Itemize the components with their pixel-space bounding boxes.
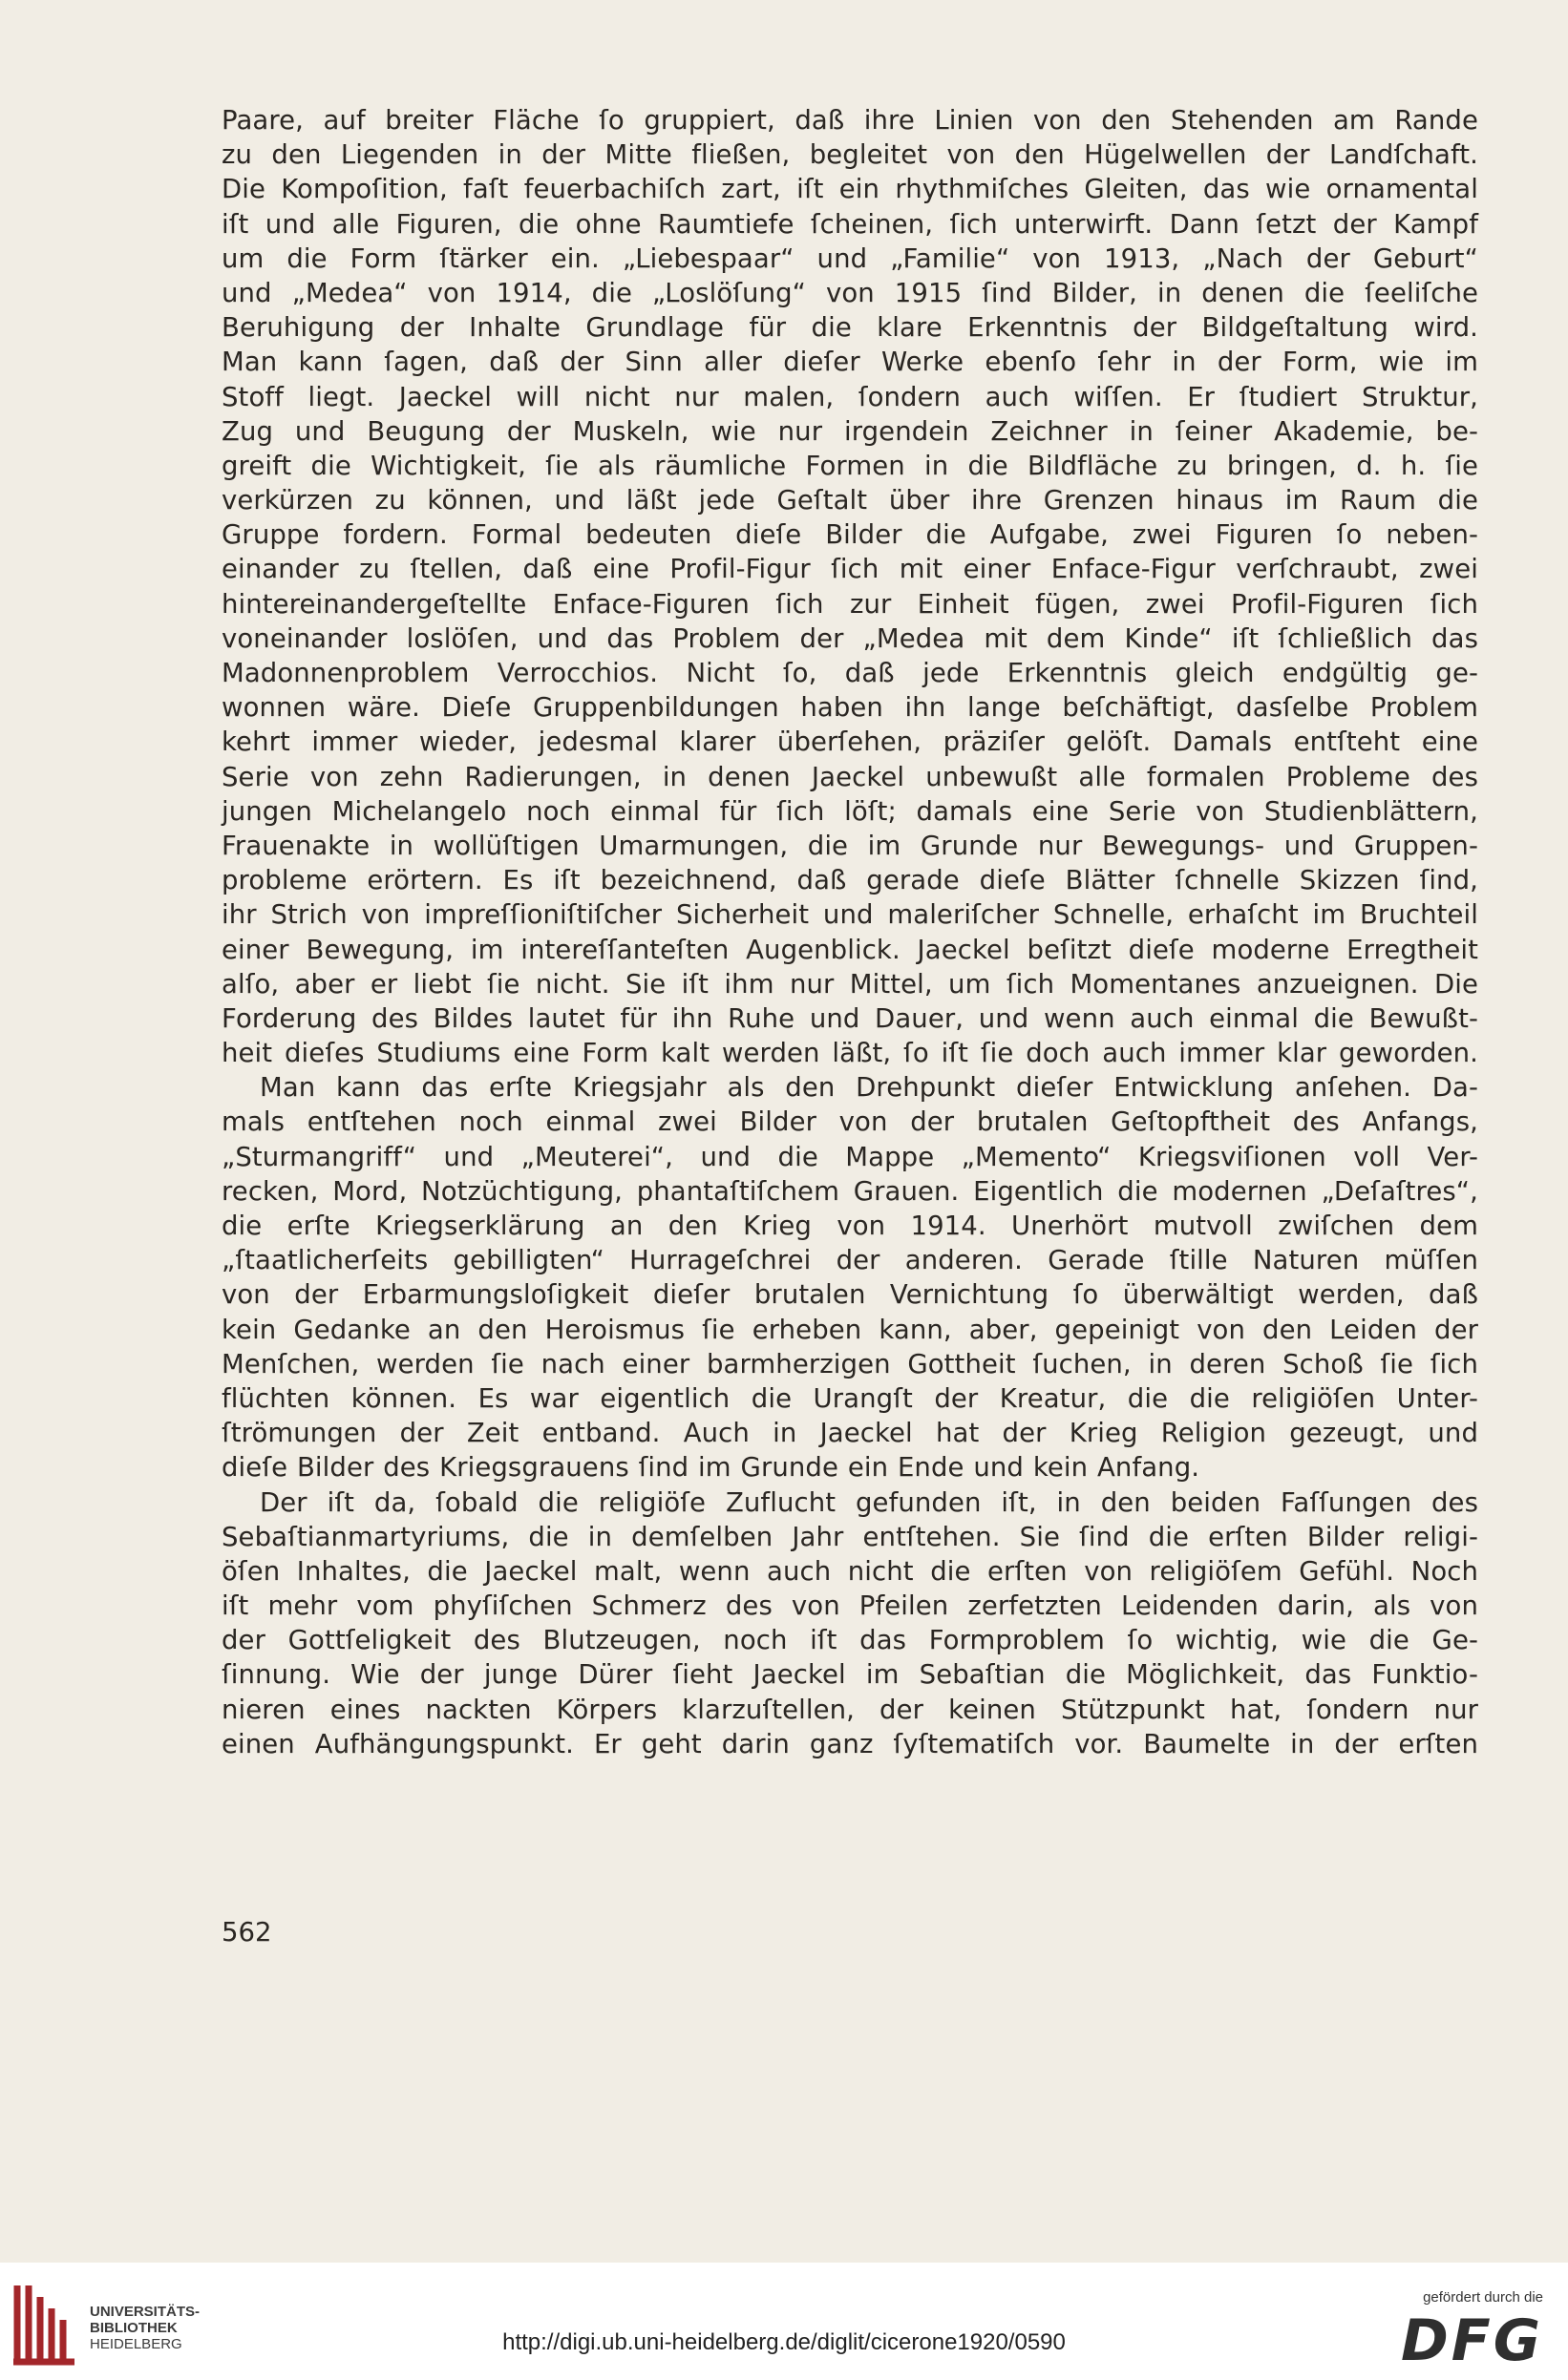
text-line: probleme erörtern. Es iſt bezeichnend, daß gerade dieſe Blätter ſchnelle Skizzen ſind, xyxy=(222,865,1478,896)
text-line: die erſte Kriegserklärung an den Krieg von 1914. Unerhört mutvoll zwiſchen dem xyxy=(222,1211,1478,1241)
text-line: nieren eines nackten Körpers klarzuſtellen, der keinen Stützpunkt hat, ſondern nur xyxy=(222,1694,1478,1725)
body-text xyxy=(222,103,1478,1761)
text-line: der Gottſeligkeit des Blutzeugen, noch iſt das Formproblem ſo wichtig, wie die Ge- xyxy=(222,1625,1478,1656)
text-line: zu den Liegenden in der Mitte fließen, begleitet von den Hügelwellen der Landſchaft. xyxy=(222,139,1478,171)
text-line: „Sturmangriff“ und „Meuterei“, und die Mappe „Memento“ Kriegsviſionen voll Ver- xyxy=(222,1141,1478,1172)
library-name-line1: UNIVERSITÄTS- xyxy=(90,2304,201,2320)
text-line: öſen Inhaltes, die Jaeckel malt, wenn auch nicht die erſten von religiöſem Gefühl. Noch xyxy=(222,1555,1478,1587)
text-line: Man kann ſagen, daß der Sinn aller dieſer Werke ebenſo ſehr in der Form, wie im xyxy=(222,347,1478,378)
text-line: iſt mehr vom phyſiſchen Schmerz des von Pfeilen zerfetzten Leidenden darin, als von xyxy=(222,1590,1478,1622)
text-line: einen Aufhängungspunkt. Er geht darin ganz ſyſtematiſch vor. Baumelte in der erſten xyxy=(222,1728,1478,1759)
text-line: „ſtaatlicherſeits gebilligten“ Hurrageſchrei der anderen. Gerade ſtille Naturen müſſen xyxy=(222,1245,1478,1276)
text-line: heit dieſes Studiums eine Form kalt werden läßt, ſo iſt ſie doch auch immer klar geworden. xyxy=(222,1038,1478,1069)
text-line: kein Gedanke an den Heroismus ſie erheben kann, aber, gepeinigt von den Leiden der xyxy=(222,1314,1478,1345)
dfg-caption: gefördert durch die xyxy=(1423,2289,1543,2306)
text-line: greift die Wichtigkeit, ſie als räumliche Formen in die Bildfläche zu bringen, d. h. ſie xyxy=(222,450,1478,481)
text-line: Menſchen, werden ſie nach einer barmherzigen Gottheit ſuchen, in deren Schoß ſie ſich xyxy=(222,1348,1478,1380)
text-line: flüchten können. Es war eigentlich die Urangſt der Kreatur, die die religiöſen Unter- xyxy=(222,1382,1478,1414)
text-line: Forderung des Bildes lautet für ihn Ruhe und Dauer, und wenn auch einmal die Bewußt- xyxy=(222,1002,1478,1034)
text-line: Madonnenproblem Verrocchios. Nicht ſo, daß jede Erkenntnis gleich endgültig ge- xyxy=(222,658,1478,688)
text-line: Gruppe fordern. Formal bedeuten dieſe Bilder die Aufgabe, zwei Figuren ſo neben- xyxy=(222,519,1478,551)
text-line: Stoff liegt. Jaeckel will nicht nur malen, ſondern auch wiſſen. Er ſtudiert Struktur, xyxy=(222,381,1478,412)
text-line: Der iſt da, ſobald die religiöſe Zuflucht gefunden iſt, in den beiden Faſſungen des xyxy=(260,1486,1478,1518)
text-line: dieſe Bilder des Kriegsgrauens ſind im Grunde ein Ende und kein Anfang. xyxy=(222,1452,1200,1484)
text-line: alſo, aber er liebt ſie nicht. Sie iſt ihm nur Mittel, um ſich Momentanes anzueignen. Die xyxy=(222,968,1478,1000)
text-line: ſtrömungen der Zeit entband. Auch in Jaeckel hat der Krieg Religion gezeugt, und xyxy=(222,1418,1478,1449)
text-line: voneinander loslöſen, und das Problem der „Medea mit dem Kinde“ iſt ſchließlich das xyxy=(222,622,1478,654)
text-line: Man kann das erſte Kriegsjahr als den Drehpunkt dieſer Entwicklung anſehen. Da- xyxy=(260,1072,1478,1104)
text-line: Zug und Beugung der Muskeln, wie nur irgendein Zeichner in ſeiner Akademie, be- xyxy=(222,415,1478,447)
dfg-logo-icon: DFG xyxy=(1400,2307,1543,2374)
text-line: und „Medea“ von 1914, die „Loslöſung“ von 1915 ſind Bilder, in denen die ſeeliſche xyxy=(222,277,1478,308)
text-line: Sebaſtianmartyriums, die in demſelben Jahr entſtehen. Sie ſind die erſten Bilder religi- xyxy=(222,1521,1478,1552)
text-line: einer Bewegung, im intereſſanteſten Augenblick. Jaeckel beſitzt dieſe moderne Erregtheit xyxy=(222,934,1478,965)
text-line: einander zu ſtellen, daß eine Profil-Figur ſich mit einer Enface-Figur verſchraubt, zwei xyxy=(222,554,1478,585)
text-line: mals entſtehen noch einmal zwei Bilder von der brutalen Geſtopftheit des Anfangs, xyxy=(222,1106,1478,1138)
library-name-line2: BIBLIOTHEK xyxy=(90,2320,178,2336)
text-line: jungen Michelangelo noch einmal für ſich löſt; damals eine Serie von Studienblättern, xyxy=(222,795,1478,827)
text-line: hintereinandergeſtellte Enface-Figuren ſich zur Einheit fügen, zwei Profil-Figuren ſich xyxy=(222,588,1478,620)
text-line: kehrt immer wieder, jedesmal klarer überſehen, präziſer gelöſt. Damals entſteht eine xyxy=(222,727,1478,758)
footer-bar xyxy=(0,2263,1568,2380)
text-line: Die Kompoſition, faſt feuerbachiſch zart, iſt ein rhythmiſches Gleiten, das wie ornamental xyxy=(222,174,1478,205)
text-line: Frauenakte in wollüſtigen Umarmungen, die im Grunde nur Bewegungs- und Gruppen- xyxy=(222,830,1478,861)
text-line: wonnen wäre. Dieſe Gruppenbildungen haben ihn lange beſchäftigt, dasſelbe Problem xyxy=(222,692,1478,724)
text-line: recken, Mord, Notzüchtigung, phantaſtiſchem Grauen. Eigentlich die modernen „Deſaſtres“, xyxy=(222,1175,1478,1207)
page-number: 562 xyxy=(222,1917,272,1948)
text-line: von der Erbarmungsloſigkeit dieſer brutalen Vernichtung ſo überwältigt werden, daß xyxy=(222,1279,1478,1311)
source-url-link[interactable]: http://digi.ub.uni-heidelberg.de/diglit/cicerone1920/0590 xyxy=(502,2329,1066,2355)
text-line: um die Form ſtärker ein. „Liebespaar“ und „Familie“ von 1913, „Nach der Geburt“ xyxy=(222,242,1478,274)
text-line: verkürzen zu können, und läßt jede Geſtalt über ihre Grenzen hinaus im Raum die xyxy=(222,485,1478,516)
text-line: ihr Strich von impreſſioniſtiſcher Sicherheit und maleriſcher Schnelle, erhaſcht im Bruchteil xyxy=(222,899,1478,931)
text-line: ſinnung. Wie der junge Dürer ſieht Jaeckel im Sebaſtian die Möglichkeit, das Funktio- xyxy=(222,1659,1478,1691)
library-name-line3: HEIDELBERG xyxy=(90,2336,182,2352)
text-line: Serie von zehn Radierungen, in denen Jaeckel unbewußt alle formalen Probleme des xyxy=(222,761,1478,792)
text-line: Beruhigung der Inhalte Grundlage für die klare Erkenntnis der Bildgeſtaltung wird. xyxy=(222,312,1478,344)
text-line: Paare, auf breiter Fläche ſo gruppiert, daß ihre Linien von den Stehenden am Rande xyxy=(222,105,1478,136)
text-line: iſt und alle Figuren, die ohne Raumtiefe ſcheinen, ſich unterwirft. Dann ſetzt der Kampf xyxy=(222,208,1478,240)
